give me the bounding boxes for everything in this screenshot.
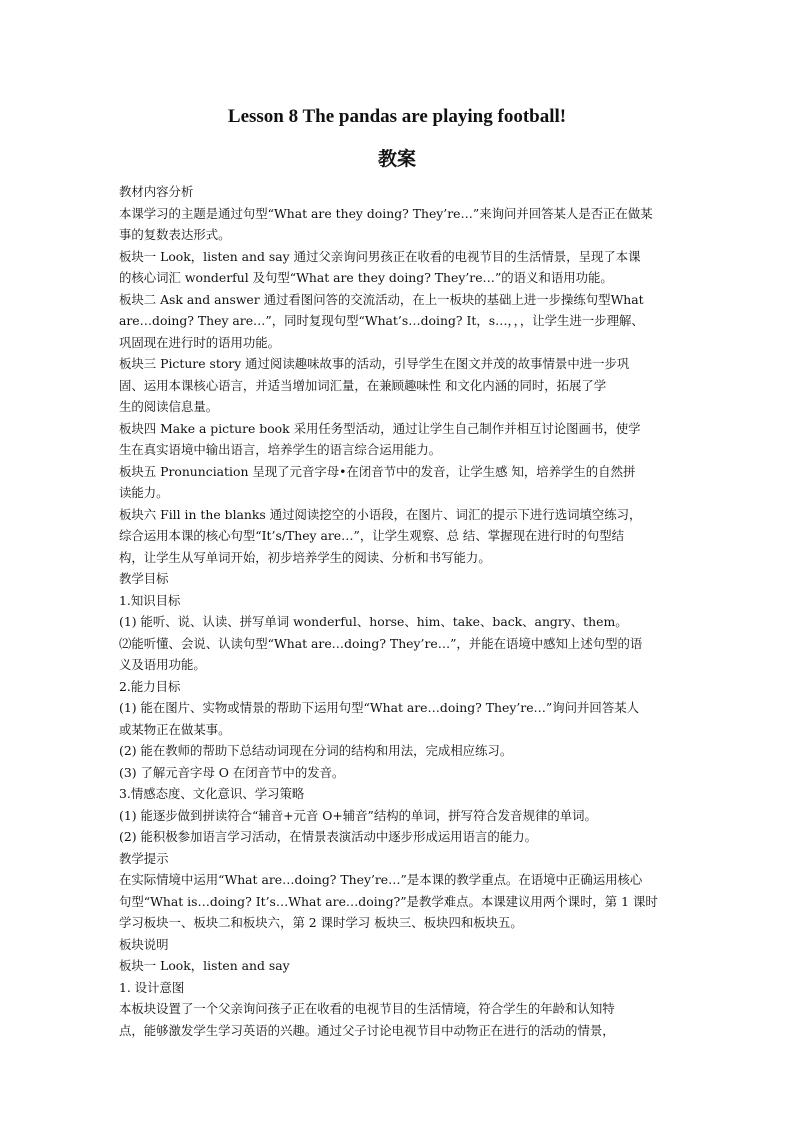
body-line: 本板块设置了一个父亲询问孩子正在收看的电视节目的生活情境，符合学生的年龄和认知特 [119, 1001, 615, 1016]
body-line: 或某物正在做某事。 [119, 721, 231, 737]
body-line: 综合运用本课的核心句型“It’s/They are…”，让学生观察、总 结、掌握现在进行时的句型结 [119, 528, 625, 543]
body-line: 教学提示 [119, 850, 169, 866]
body-line: 板块一 Look，listen and say 通过父亲询问男孩正在收看的电视节目的生活情景，呈现了本课 [119, 248, 641, 264]
body-line: 板块三 Picture story 通过阅读趣味故事的活动，引导学生在图文并茂的故事情景中进一步巩 [119, 356, 630, 371]
body-line: 义及语用功能。 [119, 657, 206, 672]
body-line: 板块说明 [119, 936, 169, 952]
body-line: 生的阅读信息量。 [119, 399, 219, 414]
body-line: 在实际情境中运用“What are…doing? They’re…”是本课的教学重点。在语境中正确运用核心 [119, 872, 643, 887]
body-line: 句型“What is…doing? It’s…What are…doing?”是教学难点。本课建议用两个课时，第 1 课时 [119, 893, 658, 909]
body-line: 事的复数表达形式。 [119, 227, 231, 242]
body-line: 生在真实语境中输出语言，培养学生的语言综合运用能力。 [119, 442, 442, 457]
body-line: (1) 能听、说、认读、拼写单词 wonderful、horse、him、take、back、angry、them。 [119, 614, 628, 629]
body-line: 2.能力目标 [119, 678, 181, 694]
body-line: 构，让学生从写单词开始，初步培养学生的阅读、分析和书写能力。 [119, 549, 491, 565]
body-line: 学习板块一、板块二和板块六，第 2 课时学习 板块三、板块四和板块五。 [119, 915, 523, 930]
body-line: 点，能够激发学生学习英语的兴趣。通过父子讨论电视节目中动物正在进行的活动的情景， [119, 1022, 615, 1038]
body-line: 板块二 Ask and answer 通过看图问答的交流活动，在上一板块的基础上进一步操练句型What [119, 291, 644, 307]
body-line: 板块一 Look，listen and say [119, 958, 290, 973]
document-body [119, 181, 675, 1041]
body-line: 板块四 Make a picture book 采用任务型活动，通过让学生自己制作并相互讨论图画书，使学 [119, 420, 641, 436]
body-line: (1) 能逐步做到拼读符合“辅音+元音 O+辅音”结构的单词，拼写符合发音规律的单词。 [119, 807, 597, 823]
body-line: 1. 设计意图 [119, 979, 185, 995]
document-title: Lesson 8 The pandas are playing football! [227, 106, 567, 127]
body-line: 巩固现在进行时的语用功能。 [119, 334, 281, 350]
body-line: 教材内容分析 [119, 184, 194, 199]
body-line: (3) 了解元音字母 O 在闭音节中的发音。 [119, 764, 345, 780]
body-line: 固、运用本课核心语言，并适当增加词汇量，在兼顾趣味性 和文化内涵的同时，拓展了学 [119, 377, 607, 393]
body-line: 板块五 Pronunciation 呈现了元音字母•在闭音节中的发音，让学生感 知，培养学生的自然拼 [119, 463, 636, 479]
body-line: ⑵能听懂、会说、认读句型“What are…doing? They’re…”，并能在语境中感知上述句型的语 [119, 635, 643, 651]
body-line: 本课学习的主题是通过句型“What are they doing? They’re…”来询问并回答某人是否正在做某 [119, 205, 653, 221]
body-line: (2) 能在教师的帮助下总结动词现在分词的结构和用法，完成相应练习。 [119, 743, 513, 758]
body-line: 板块六 Fill in the blanks 通过阅读挖空的小语段，在图片、词汇的提示下进行选词填空练习， [119, 506, 642, 522]
document-subtitle: 教案 [377, 148, 416, 170]
body-line: (2) 能积极参加语言学习活动，在情景表演活动中逐步形成运用语言的能力。 [119, 829, 537, 844]
body-line: are…doing? They are…”，同时复现句型“What’s…doing? It，s…，，，让学生进一步理解、 [119, 313, 644, 328]
body-line: 3.情感态度、文化意识、学习策略 [119, 786, 305, 801]
body-line: 教学目标 [119, 571, 169, 586]
body-line: 读能力。 [119, 485, 169, 500]
body-line: (1) 能在图片、实物或情景的帮助下运用句型“What are…doing? They’re…”询问并回答某人 [119, 700, 639, 715]
body-line: 1.知识目标 [119, 592, 181, 608]
body-line: 的核心词汇 wonderful 及句型“What are they doing? They’re…”的语义和语用功能。 [119, 270, 613, 285]
